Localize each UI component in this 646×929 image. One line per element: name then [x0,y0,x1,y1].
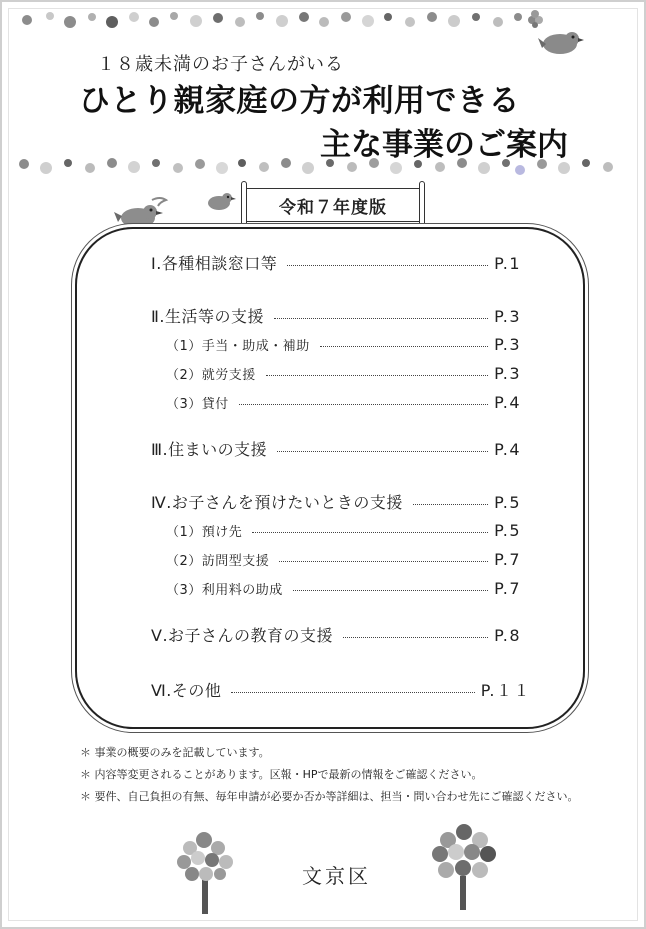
toc-item-page: P.3 [494,364,521,383]
leader-dots [231,692,474,693]
toc-item-6[interactable] [151,678,531,701]
toc-item-1[interactable] [151,251,521,274]
leader-dots [274,318,488,319]
toc-item-page: P.7 [494,579,521,598]
toc-item-page: P.7 [494,550,521,569]
notes [80,742,579,808]
page-title-line1: ひとり親家庭の方が利用できる [79,83,520,119]
toc-subitem-2-3[interactable] [166,393,521,412]
leader-dots [252,532,488,533]
leader-dots [320,346,488,347]
note-item: ＊ 事業の概要のみを記載しています。 [80,746,270,759]
tree-icon [426,822,500,912]
toc-item-label: Ⅱ.生活等の支援 [151,307,264,326]
toc-item-page: P.4 [494,440,521,459]
toc-subitem-4-3[interactable] [166,579,521,598]
toc-item-3[interactable] [151,437,521,460]
leader-dots [293,590,488,591]
toc-item-label: （2）訪問型支援 [166,554,270,569]
toc-item-label: （3）貸付 [166,397,229,412]
leader-dots [279,561,488,562]
leader-dots [266,375,488,376]
toc-item-5[interactable] [151,623,521,646]
subtitle: １８歳未満のお子さんがいる [97,54,344,75]
flower-icon [520,10,584,56]
toc-item-page: P.5 [494,493,521,512]
toc-subitem-4-2[interactable] [166,550,521,569]
toc-item-page: P.1 [494,254,521,273]
toc-subitem-2-1[interactable] [166,335,521,354]
toc-item-4[interactable] [151,490,521,513]
leader-dots [277,451,488,452]
toc-item-label: Ⅰ.各種相談窓口等 [151,254,278,273]
toc-item-page: P.3 [494,307,521,326]
toc-item-page: P.4 [494,393,521,412]
toc-item-page: P.8 [494,626,521,645]
toc-item-label: （1）預け先 [166,525,243,540]
toc-item-page: P.5 [494,521,521,540]
tree-icon [170,828,240,918]
toc-item-label: Ⅴ.お子さんの教育の支援 [151,626,334,645]
toc-subitem-2-2[interactable] [166,364,521,383]
toc-item-label: Ⅲ.住まいの支援 [151,440,268,459]
bird-icon [538,32,584,54]
toc-item-label: （1）手当・助成・補助 [166,339,310,354]
leader-dots [343,637,488,638]
toc-item-page: P.１１ [480,681,531,700]
ward-name: 文京区 [302,864,371,888]
year-banner: 令和７年度版 [245,188,421,222]
leader-dots [287,265,488,266]
note-item: ＊ 要件、自己負担の有無、毎年申請が必要か否か等詳細は、担当・問い合わせ先にご確認ください。 [80,790,579,803]
note-item: ＊ 内容等変更されることがあります。区報・HPで最新の情報をご確認ください。 [80,768,483,781]
toc-item-page: P.3 [494,335,521,354]
leader-dots [239,404,488,405]
toc-item-label: （2）就労支援 [166,368,256,383]
page-title-line2: 主な事業のご案内 [320,127,568,163]
bird-icon [204,188,238,214]
toc-item-label: Ⅵ.その他 [151,681,222,700]
toc-subitem-4-1[interactable] [166,521,521,540]
toc-item-2[interactable] [151,304,521,327]
toc-item-label: Ⅳ.お子さんを預けたいときの支援 [151,493,403,512]
leader-dots [413,504,488,505]
toc-item-label: （3）利用料の助成 [166,583,283,598]
toc-box [75,227,585,729]
